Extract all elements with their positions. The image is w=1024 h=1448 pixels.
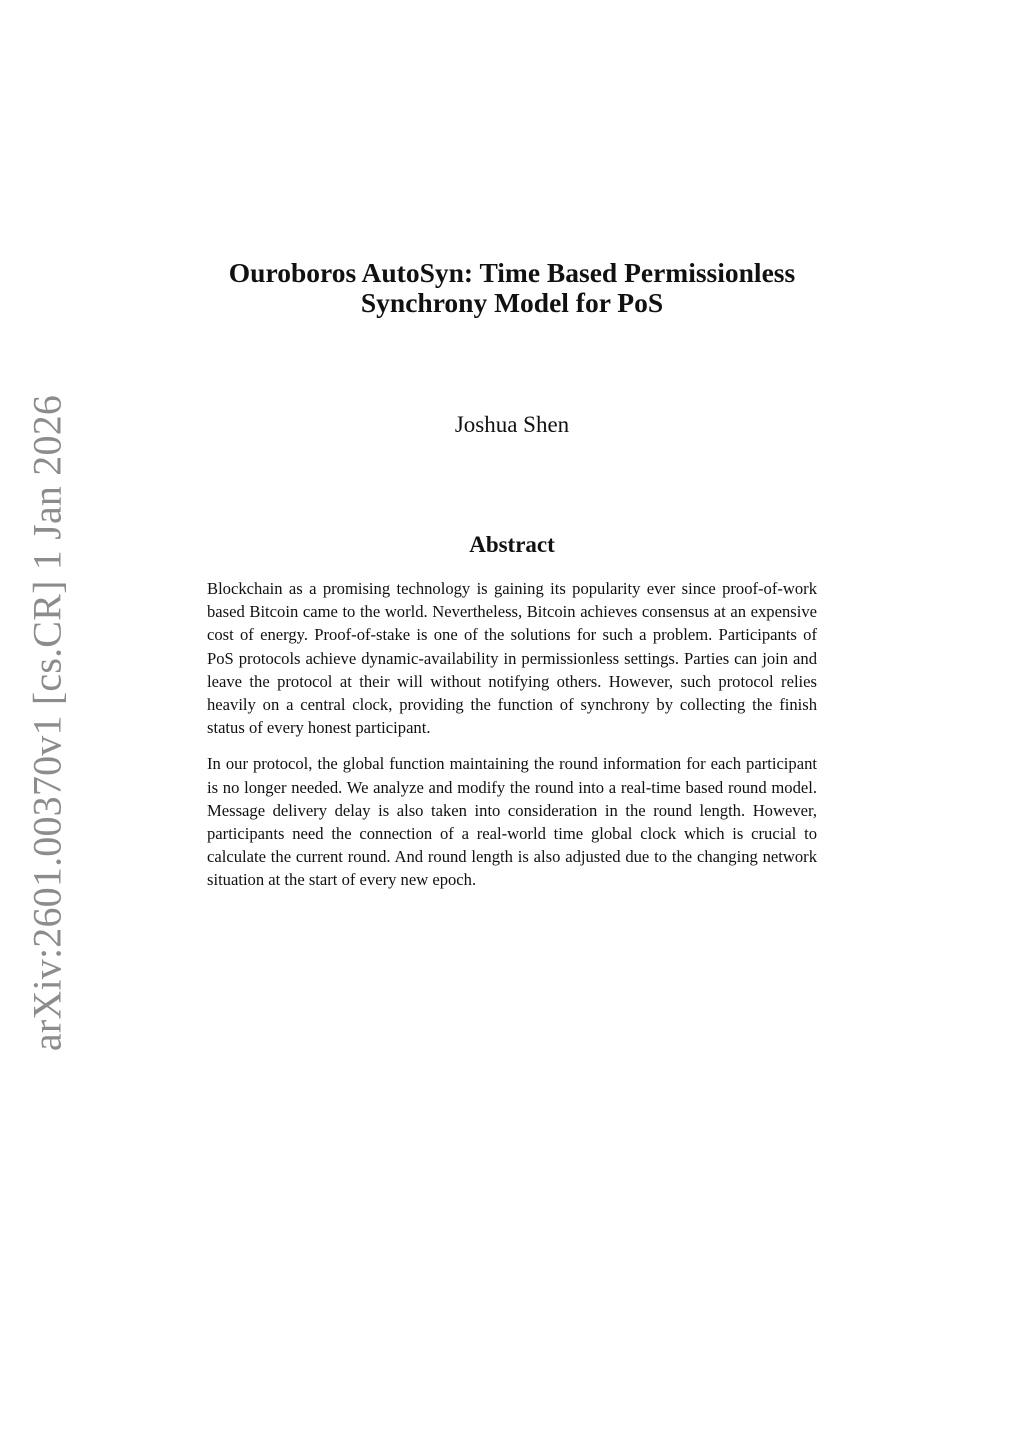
abstract-body <box>207 577 817 905</box>
paper-title <box>150 258 874 318</box>
abstract-heading: Abstract <box>469 532 555 557</box>
abstract-paragraph-2: In our protocol, the global function maintaining the round information for each participant is no longer needed. We analyze and modify the round into a real-time based round model. Message delivery delay is also taken into consideration in the round length. However, participants need the connection of a real-world time global clock which is crucial to calculate the current round. And round length is also adjusted due to the changing network situation at the start of every new epoch. <box>207 754 817 890</box>
paper-title-line-1: Ouroboros AutoSyn: Time Based Permissionless <box>228 257 796 288</box>
paper-author: Joshua Shen <box>454 412 570 437</box>
abstract-paragraph-1: Blockchain as a promising technology is gaining its popularity ever since proof-of-work based Bitcoin came to the world. Nevertheless, Bitcoin achieves consensus at an expensive cost of energy. Proof-of-stake is one of the solutions for such a problem. Participants of PoS protocols achieve dynamic-availability in permissionless settings. Parties can join and leave the protocol at their will without notifying others. However, such protocol relies heavily on a central clock, providing the function of synchrony by collecting the finish status of every honest participant. <box>207 579 817 738</box>
arxiv-identifier-stamp: arXiv:2601.00370v1 [cs.CR] 1 Jan 2026 <box>24 394 70 1052</box>
paper-title-line-2: Synchrony Model for PoS <box>360 287 664 318</box>
